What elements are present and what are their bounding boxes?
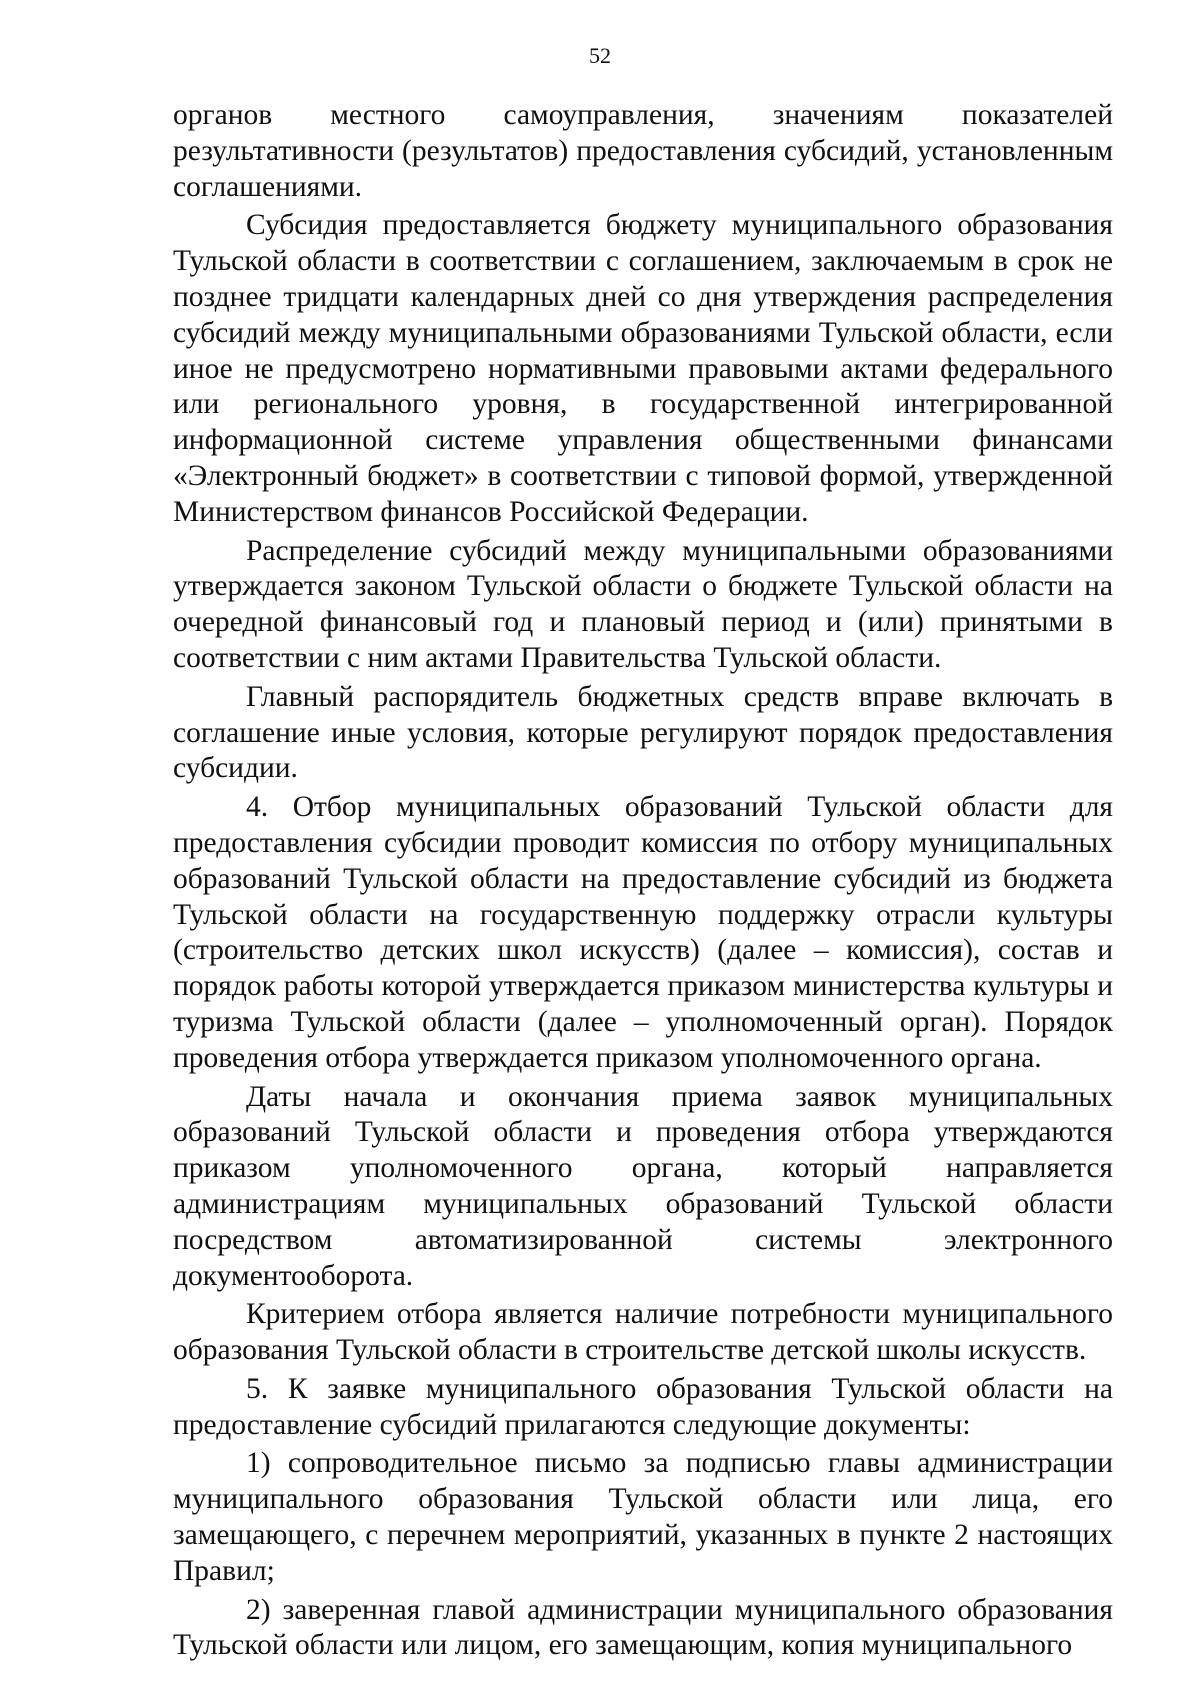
paragraph: 1) сопроводительное письмо за подписью главы администрации муниципального образования Тульской области или лица, его замещающего, с перечнем мероприятий, указанных в пункте 2 настоящих Правил;: [173, 1447, 1113, 1587]
paragraph: 5. К заявке муниципального образования Тульской области на предоставление субсидий прилагаются следующие документы:: [173, 1372, 1113, 1441]
paragraph: Субсидия предоставляется бюджету муниципального образования Тульской области в соответствии с соглашением, заключаемым в срок не позднее тридцати календарных дней со дня утверждения распределения субсидий между муниципальными образованиями Тульской области, если иное не предусмотрено нормативными правовыми актами федерального или регионального уровня, в государственной интегрированной информационной системе управления общественными финансами «Электронный бюджет» в соответствии с типовой формой, утвержденной Министерством финансов Российской Федерации.: [173, 209, 1113, 528]
paragraph: 4. Отбор муниципальных образований Тульской области для предоставления субсидии проводит комиссия по отбору муниципальных образований Тульской области на предоставление субсидий из бюджета Тульской области на государственную поддержку отрасли культуры (строительство детских школ искусств) (далее – комиссия), состав и порядок работы которой утверждается приказом министерства культуры и туризма Тульской области (далее – уполномоченный орган). Порядок проведения отбора утверждается приказом уполномоченного органа.: [173, 791, 1113, 1074]
document-body: [173, 98, 1113, 1667]
page-number: 52: [589, 43, 611, 68]
paragraph: органов местного самоуправления, значениям показателей результативности (результатов) предоставления субсидий, установленным соглашениями.: [173, 99, 1113, 203]
paragraph: Главный распорядитель бюджетных средств вправе включать в соглашение иные условия, которые регулируют порядок предоставления субсидии.: [173, 680, 1113, 785]
paragraph: Распределение субсидий между муниципальными образованиями утверждается законом Тульской области о бюджете Тульской области на очередной финансовый год и плановый период и (или) принятыми в соответствии с ним актами Правительства Тульской области.: [173, 534, 1113, 674]
paragraph: Критерием отбора является наличие потребности муниципального образования Тульской области в строительстве детской школы искусств.: [173, 1298, 1113, 1367]
paragraph: Даты начала и окончания приема заявок муниципальных образований Тульской области и проведения отбора утверждаются приказом уполномоченного органа, который направляется администрациям муниципальных образований Тульской области посредством автоматизированной системы электронного документооборота.: [173, 1080, 1113, 1292]
paragraph: 2) заверенная главой администрации муниципального образования Тульской области или лицом, его замещающим, копия муниципального: [173, 1593, 1113, 1662]
